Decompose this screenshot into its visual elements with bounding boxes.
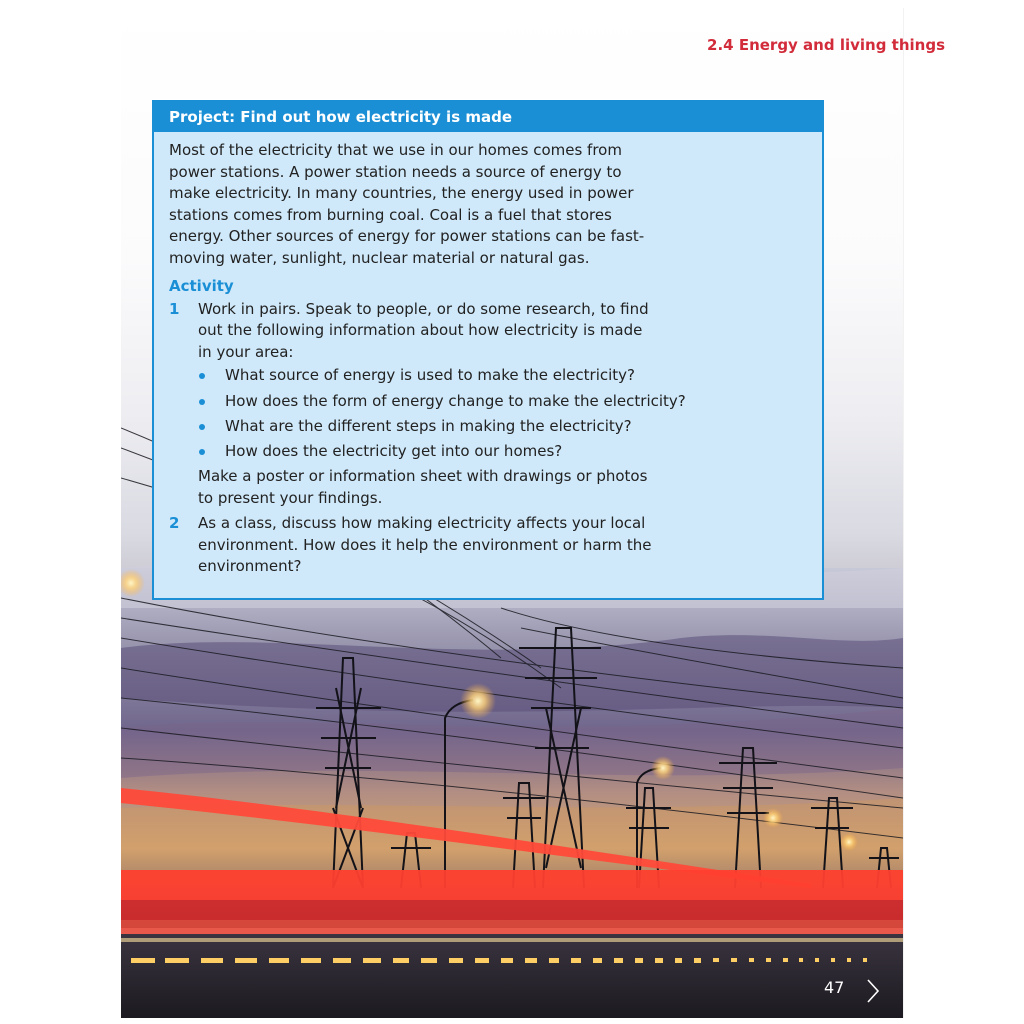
bullet-dot-icon (199, 399, 205, 405)
activity-followup: Make a poster or information sheet with drawings or photos to present your findings. (198, 467, 648, 507)
intro-paragraph: Most of the electricity that we use in our homes comes from power stations. A power station needs a source of energy to make electricity. In many countries, the energy used in power stations comes from burning coal. Coal is a fuel that stores energy. Other sources of energy for power stations can be fast-moving water, sunlight, nuclear material or natural gas. (169, 141, 645, 267)
chevron-right-icon[interactable] (865, 978, 881, 1004)
bullet-text: What are the different steps in making the electricity? (225, 416, 632, 435)
activity-item-1 (169, 299, 808, 510)
bullet-text: How does the electricity get into our homes? (225, 441, 563, 460)
project-box (152, 100, 824, 600)
section-title: 2.4 Energy and living things (707, 36, 945, 54)
bullet-text: What source of energy is used to make the electricity? (225, 366, 635, 385)
bullet-dot-icon (199, 373, 205, 379)
bullet-item (198, 365, 808, 387)
bullet-item (198, 441, 808, 463)
activity-number: 2 (169, 514, 180, 533)
bullet-text: How does the form of energy change to make the electricity? (225, 391, 686, 410)
activity-bullet-list (198, 365, 808, 462)
bullet-dot-icon (199, 424, 205, 430)
project-heading: Project: Find out how electricity is made (154, 102, 822, 132)
activity-number: 1 (169, 299, 180, 318)
bullet-item (198, 391, 808, 413)
bullet-dot-icon (199, 449, 205, 455)
page-number: 47 (824, 978, 845, 997)
project-body (154, 132, 822, 578)
activity-text: Work in pairs. Speak to people, or do some research, to find out the following information about how electricity is made in your area: (198, 299, 649, 361)
textbook-page (121, 8, 903, 1018)
activity-item-2 (169, 513, 808, 578)
activity-text: As a class, discuss how making electricity affects your local environment. How does it help the environment or harm the environment? (198, 514, 652, 576)
activity-label: Activity (169, 276, 234, 295)
bullet-item (198, 416, 808, 438)
